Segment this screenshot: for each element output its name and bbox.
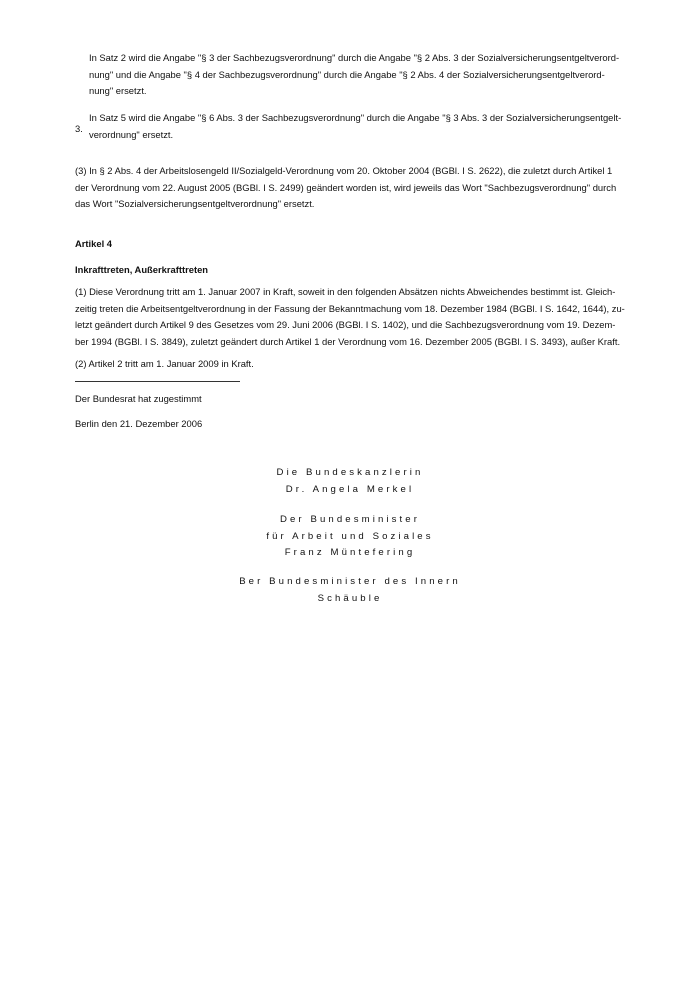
signature-name: Dr. Angela Merkel bbox=[285, 483, 415, 495]
signature-name: Schäuble bbox=[317, 592, 383, 604]
article-4-paragraph-1: (1) Diese Verordnung tritt am 1. Januar 2007 in Kraft, soweit in den folgenden Absätzen nichts Abweichendes bestimmt ist. Gleich- zeitig treten die Arbeitsentgeltverordnung in der Fassung der Bekanntmachung vom 18. Dezember 1984 (BGBl. I S. 1642, 1644), zu- letzt geändert durch Artikel 9 des Gesetzes vom 29. Juni 2006 (BGBl. I S. 1402), und die Sachbezugsverordnung vom 19. Dezem- ber 1994 (BGBl. I S. 3849), zuletzt geändert durch Artikel 1 der Verordnung vom 16. Dezember 2005 (BGBl. I S. 3493), außer Kraft. bbox=[75, 286, 625, 347]
signature-kanzlerin bbox=[150, 465, 550, 498]
place-date: Berlin den 21. Dezember 2006 bbox=[75, 418, 203, 429]
bundesrat-approval: Der Bundesrat hat zugestimmt bbox=[75, 393, 202, 404]
signature-title: Der Bundesminister bbox=[279, 514, 421, 525]
signature-title: Ber Bundesminister des Innern bbox=[239, 576, 461, 587]
signature-arbeit bbox=[150, 512, 550, 562]
list-item-2-text: In Satz 2 wird die Angabe "§ 3 der Sachbezugsverordnung" durch die Angabe "§ 2 Abs. 3 der Sozialversicherungsentgeltverord- nung" und die Angabe "§ 4 der Sachbezugsverordnung" durch die Angabe "§ 2 Abs. 4 der Sozialversicherungsentgeltverord- nung" ersetzt. bbox=[89, 52, 620, 97]
list-item-3-number: 3. bbox=[75, 123, 83, 134]
signature-title: für Arbeit und Soziales bbox=[266, 530, 434, 542]
article-4-heading: Artikel 4 bbox=[75, 238, 112, 249]
paragraph-3: (3) In § 2 Abs. 4 der Arbeitslosengeld II/Sozialgeld-Verordnung vom 20. Oktober 2004 (BGBl. I S. 2622), die zuletzt durch Artikel 1 der Verordnung vom 22. August 2005 (BGBl. I S. 2499) geändert worden ist, wird jeweils das Wort "Sachbezugsverordnung" durch das Wort "Sozialversicherungsentgeltverordnung" ersetzt. bbox=[75, 165, 617, 209]
article-4-paragraph-2: (2) Artikel 2 tritt am 1. Januar 2009 in Kraft. bbox=[75, 358, 254, 369]
divider-line bbox=[75, 381, 240, 382]
signature-innern bbox=[150, 574, 550, 607]
list-item-3-text: In Satz 5 wird die Angabe "§ 6 Abs. 3 der Sachbezugsverordnung" durch die Angabe "§ 3 Abs. 3 der Sozialversicherungsentgelt- verordnung" ersetzt. bbox=[89, 112, 622, 140]
article-4-subheading: Inkrafttreten, Außerkrafttreten bbox=[75, 264, 209, 275]
signature-name: Franz Müntefering bbox=[284, 547, 416, 558]
signature-title: Die Bundeskanzlerin bbox=[276, 467, 424, 478]
